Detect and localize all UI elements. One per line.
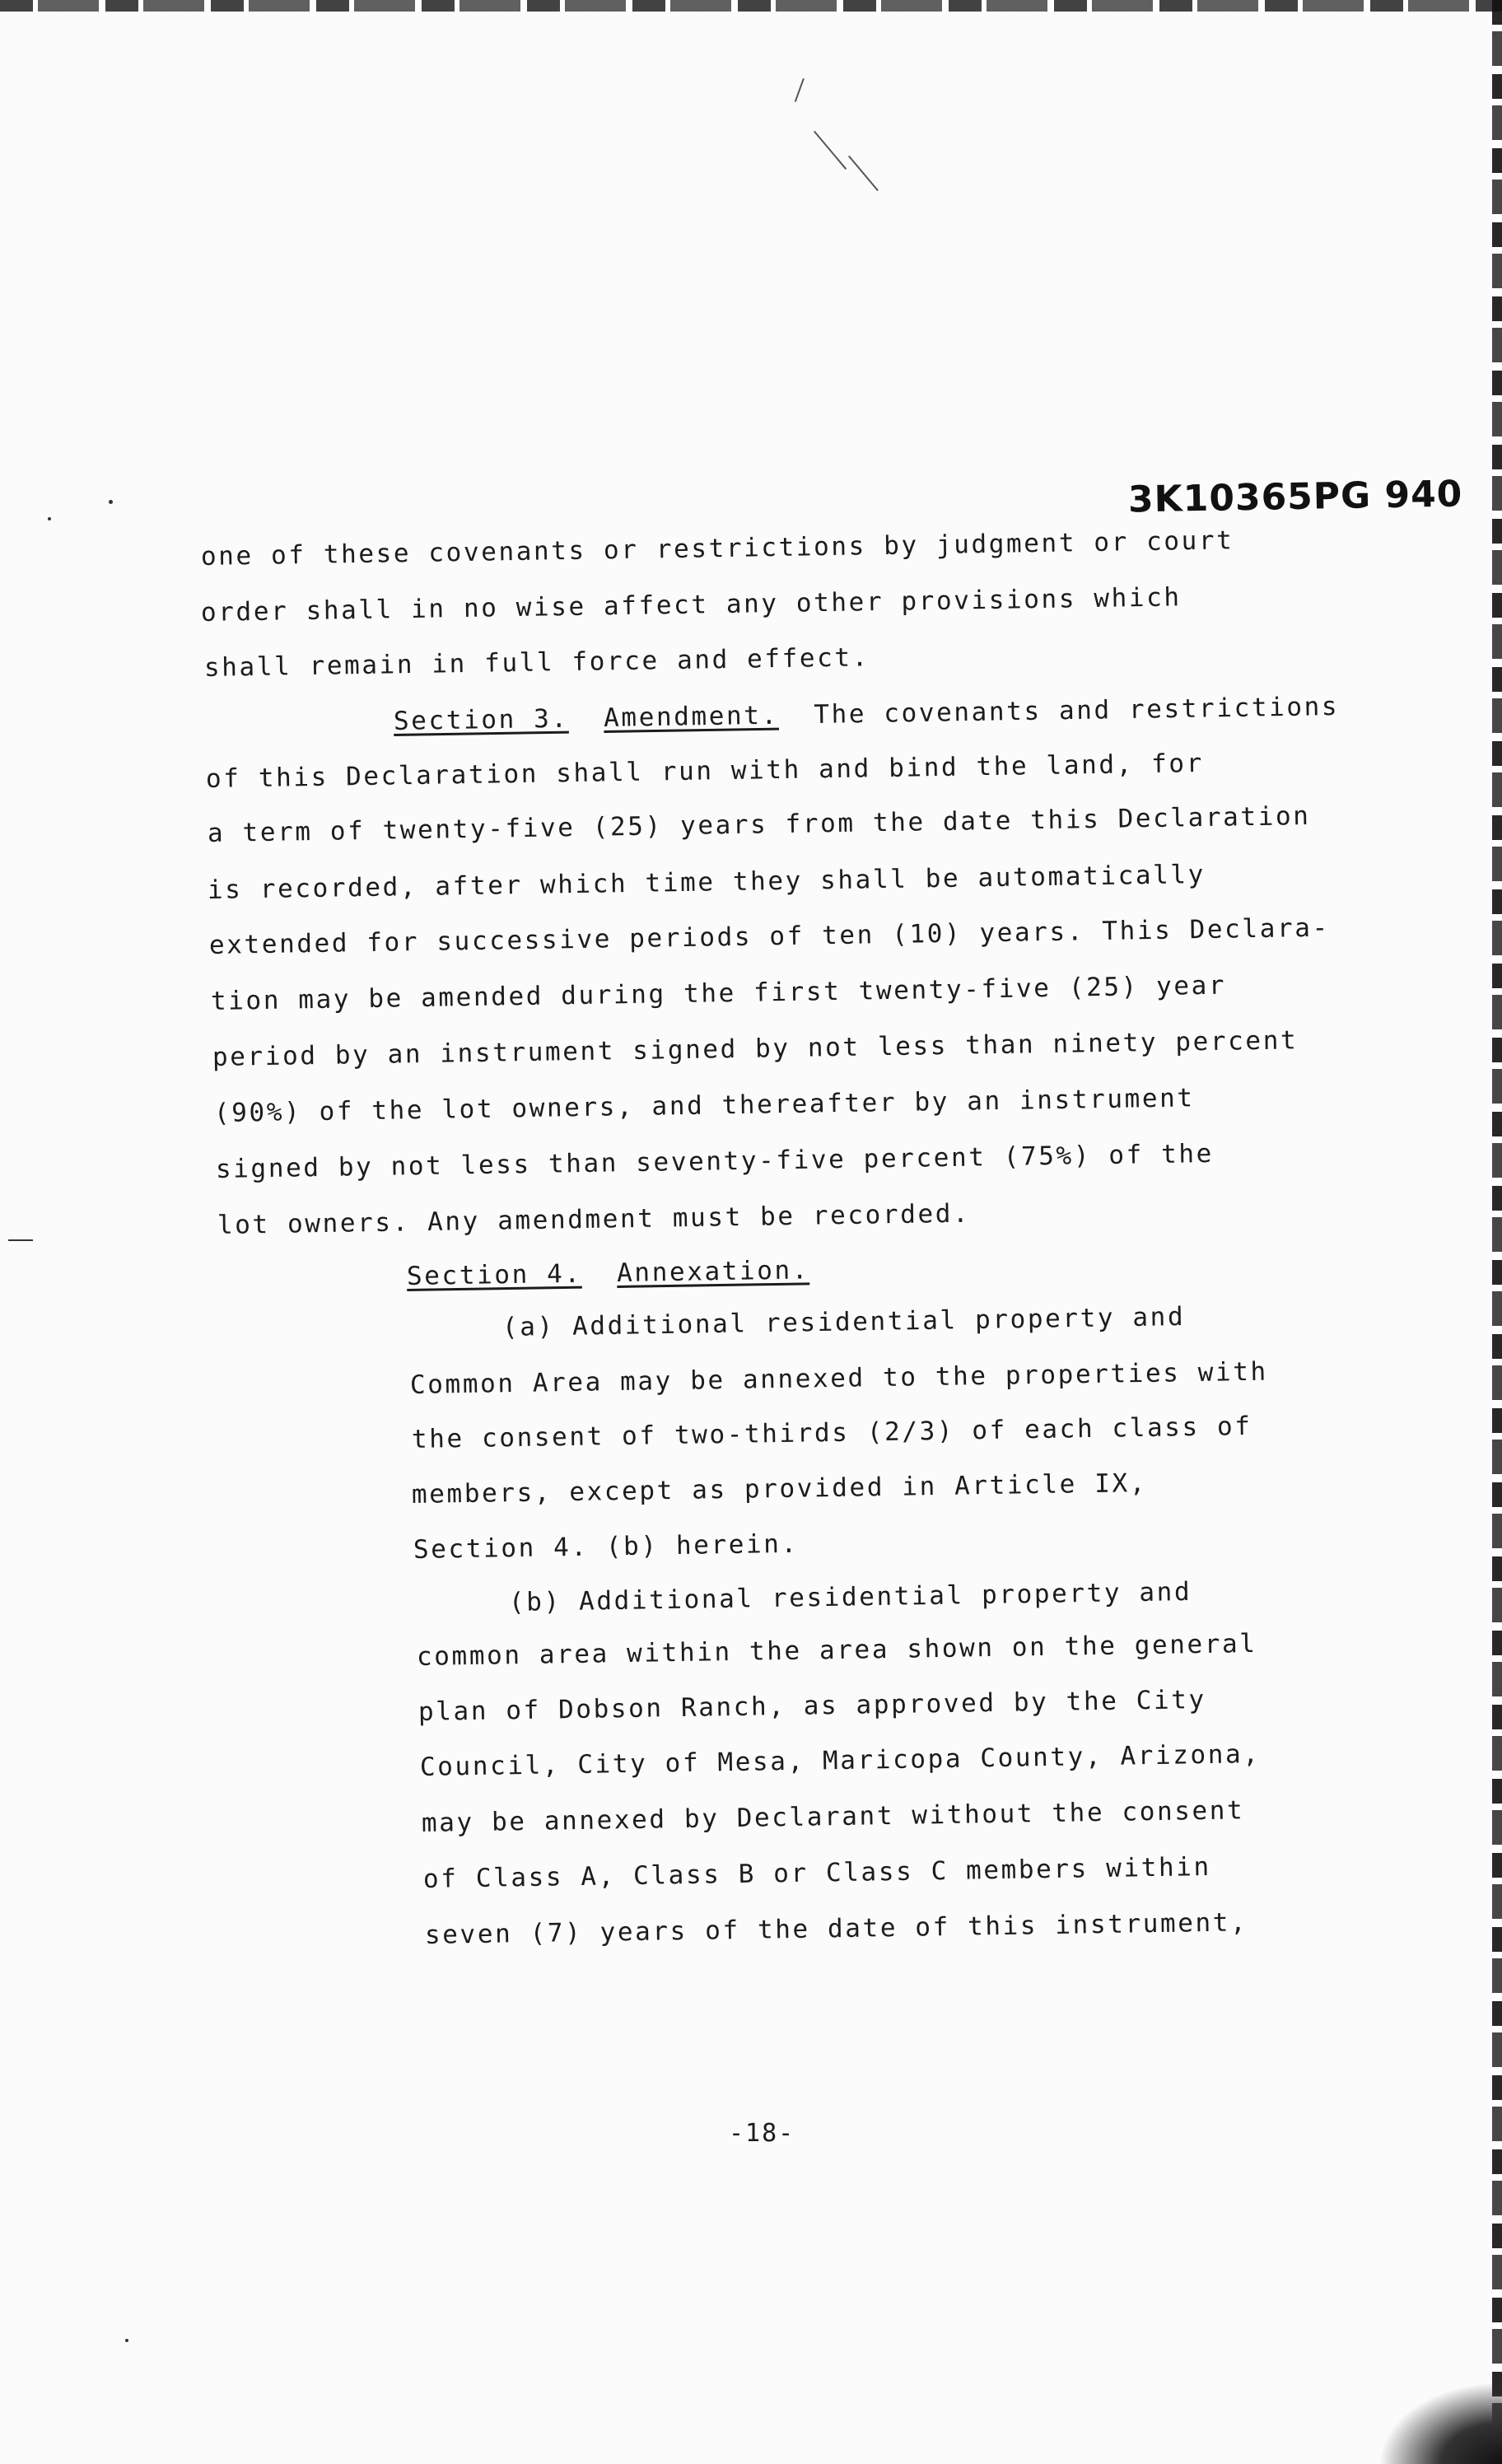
text-line: Section 4. (b) herein. — [413, 1528, 800, 1565]
text-line: common area within the area shown on the general — [416, 1628, 1257, 1672]
text-line: may be annexed by Declarant without the consent — [421, 1795, 1245, 1838]
section-4-title: Annexation. — [616, 1255, 810, 1288]
scan-speck — [48, 517, 51, 520]
text-line: tion may be amended during the first twenty-five (25) year — [210, 970, 1227, 1016]
scan-scratch — [848, 156, 879, 191]
scan-corner-smudge — [1378, 2382, 1502, 2464]
text-line: Council, City of Mesa, Maricopa County, Arizona, — [419, 1738, 1261, 1782]
scan-scratch — [795, 78, 805, 102]
scan-speck — [125, 2339, 128, 2342]
text-line: plan of Dobson Ranch, as approved by the City — [417, 1684, 1207, 1727]
text-line: (90%) of the lot owners, and thereafter by an instrument — [213, 1083, 1195, 1128]
section-3-title: Amendment. — [603, 700, 780, 733]
section-3-first-line — [394, 692, 1340, 736]
text-line: Common Area may be annexed to the properties with — [409, 1356, 1269, 1400]
section-4-heading-line — [407, 1255, 810, 1291]
text-line: period by an instrument signed by not less than ninety percent — [212, 1025, 1299, 1072]
text-line: a term of twenty-five (25) years from the date this Declaration — [207, 800, 1311, 848]
recording-stamp: 3K10365PG 940 — [1127, 473, 1463, 521]
text-line: (b) Additional residential property and — [508, 1576, 1192, 1617]
scan-speck — [8, 1239, 33, 1241]
text-line: lot owners. Any amendment must be recorded. — [217, 1198, 971, 1240]
scan-speck — [109, 500, 113, 504]
scan-edge-top — [0, 0, 1502, 12]
text-line: is recorded, after which time they shall be automatically — [207, 859, 1206, 905]
text-line: members, except as provided in Article IX, — [411, 1468, 1148, 1510]
section-4-heading: Section 4. — [406, 1258, 582, 1291]
text-line: one of these covenants or restrictions by judgment or court — [200, 525, 1234, 572]
text-line: the consent of two-thirds (2/3) of each class of — [411, 1411, 1252, 1454]
text-line: seven (7) years of the date of this instrument, — [424, 1907, 1248, 1950]
scan-edge-right — [1492, 0, 1502, 2464]
scan-scratch — [814, 131, 847, 170]
text-line: extended for successive periods of ten (10) years. This Declara- — [208, 912, 1330, 960]
text-line: of Class A, Class B or Class C members within — [422, 1851, 1212, 1894]
text-line: order shall in no wise affect any other provisions which — [200, 582, 1182, 628]
text-line: (a) Additional residential property and — [501, 1301, 1186, 1342]
text-line: signed by not less than seventy-five percent (75%) of the — [215, 1138, 1215, 1184]
text-line: of this Declaration shall run with and bind the land, for — [205, 748, 1205, 794]
page-number: -18- — [729, 2119, 795, 2148]
text-span: The covenants and restrictions — [813, 691, 1340, 730]
section-3-heading: Section 3. — [393, 703, 569, 736]
text-line: shall remain in full force and effect. — [203, 642, 870, 683]
